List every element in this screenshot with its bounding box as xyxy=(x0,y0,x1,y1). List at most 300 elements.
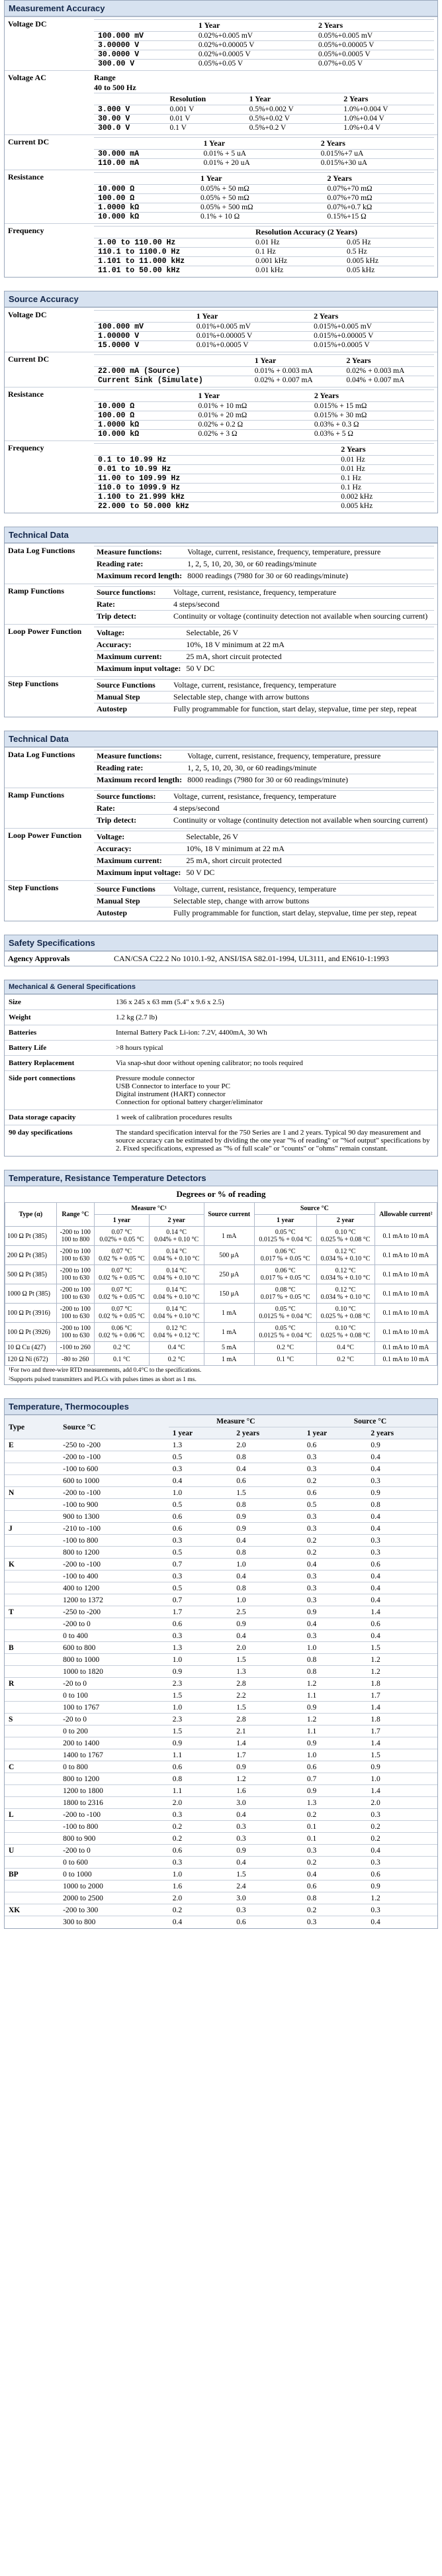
group-label: Voltage AC xyxy=(5,71,91,135)
general-key: Weight xyxy=(5,1010,112,1025)
spec-row xyxy=(94,41,434,50)
tc-cell: 0.9 xyxy=(303,1702,367,1714)
kv-value: Fully programmable for function, start delay, stepvalue, time per step, repeat xyxy=(171,907,434,919)
tc-cell: 0.3 xyxy=(303,1582,367,1594)
spec-row xyxy=(94,60,434,69)
kv-row xyxy=(94,774,434,786)
spec-range: 100.000 mV xyxy=(94,323,193,332)
tc-cell: 0.5 xyxy=(169,1451,232,1463)
tc-cell: -210 to -100 xyxy=(59,1523,169,1535)
spec-row xyxy=(94,203,434,213)
tc-cell: 1.5 xyxy=(232,1869,303,1880)
spec-range: 30.000 mA xyxy=(94,150,199,159)
rtd-footnote: ²Supports pulsed transmitters and PLCs with pulses times as short as 1 ms. xyxy=(9,1376,197,1383)
tc-cell: 0.7 xyxy=(169,1594,232,1606)
tc-type xyxy=(5,1821,59,1833)
tc-row xyxy=(5,1487,437,1499)
tc-cell: 1.6 xyxy=(169,1880,232,1892)
tc-cell: 0.4 xyxy=(367,1582,437,1594)
group-values xyxy=(91,748,437,788)
rtd-header: Allowable current² xyxy=(375,1203,437,1227)
kv-row xyxy=(94,611,434,623)
tc-cell: -250 to -200 xyxy=(59,1439,169,1451)
rtd-cell: 250 μA xyxy=(204,1265,254,1284)
kv-value: Selectable, 26 V xyxy=(183,627,434,639)
spec-subheader: 2 Years xyxy=(310,311,434,323)
tc-cell: 1.2 xyxy=(367,1666,437,1678)
tc-cell: 1.0 xyxy=(367,1773,437,1785)
rtd-header: Type (α) xyxy=(5,1203,57,1227)
general-value: Pressure module connector USB Connector to interface to your PC Digital instrument (HART) connector Connection for optional battery charger/eliminator xyxy=(112,1071,437,1110)
kv-row xyxy=(94,663,434,675)
tc-cell: 1.8 xyxy=(367,1714,437,1726)
kv-key: Autostep xyxy=(94,907,171,919)
spec-subheader-blank xyxy=(94,390,194,402)
tc-subheader: 1 year xyxy=(169,1427,232,1439)
rtd-cell: 0.07 °C 0.02 % + 0.05 °C xyxy=(95,1265,150,1284)
kv-value: Selectable, 26 V xyxy=(183,831,434,843)
kv-key: Source functions: xyxy=(94,791,171,803)
tc-cell: 0.9 xyxy=(303,1606,367,1618)
spec-subtable xyxy=(94,93,434,132)
rtd-cell: 0.05 °C 0.0125 % + 0.04 °C xyxy=(254,1323,316,1342)
tc-cell: 2.4 xyxy=(232,1880,303,1892)
spec-range: Current Sink (Simulate) xyxy=(94,376,251,386)
safety-label: Agency Approvals xyxy=(5,952,111,966)
group-values xyxy=(91,224,437,278)
tc-cell: 0.2 xyxy=(303,1535,367,1547)
tc-cell: 0.4 xyxy=(367,1451,437,1463)
spec-value: 0.01%+0.005 mV xyxy=(193,323,310,332)
rtd-subheader: 1 year xyxy=(95,1215,150,1227)
kv-key: Autostep xyxy=(94,703,171,715)
tc-cell: 1.3 xyxy=(169,1439,232,1451)
tc-cell: 0.4 xyxy=(367,1511,437,1523)
spec-subheader: 1 Year xyxy=(195,20,314,32)
tc-cell: 0.5 xyxy=(303,1499,367,1511)
general-value: The standard specification interval for the 750 Series are 1 and 2 years. Typical 90 day measurement and source accuracy can be estimated by dividing the one year "% of reading" or "%of output" specifications by 2. Fixed specifications, expressed as "% of full scale" or "counts" or "ohms" remain constant. xyxy=(112,1125,437,1157)
tc-cell: 2.8 xyxy=(232,1714,303,1726)
spec-value: 0.05%+0.05 V xyxy=(195,60,314,69)
section-title: Measurement Accuracy xyxy=(5,1,437,17)
kv-row xyxy=(94,843,434,855)
tc-cell: 0.3 xyxy=(303,1594,367,1606)
rtd-cell: 0.2 °C xyxy=(316,1354,375,1366)
spec-range: 3.000 V xyxy=(94,105,166,115)
spec-value: 0.01 V xyxy=(166,115,245,124)
kv-value: 10%, 18 V minimum at 22 mA xyxy=(183,843,434,855)
tc-cell: 0.5 xyxy=(169,1499,232,1511)
tc-cell: -200 to -100 xyxy=(59,1559,169,1571)
spec-range: 10.000 kΩ xyxy=(94,430,194,439)
tc-cell: 0.8 xyxy=(303,1654,367,1666)
tc-cell: -200 to 300 xyxy=(59,1904,169,1916)
tc-type xyxy=(5,1857,59,1869)
group-label: Loop Power Function xyxy=(5,829,91,881)
spec-value: 0.04% + 0.007 mA xyxy=(342,376,434,386)
rtd-cell: 0.4 °C xyxy=(149,1342,204,1354)
spec-subheader-row xyxy=(94,20,434,32)
spec-value: 0.02% + 0.003 mA xyxy=(342,367,434,376)
kv-key: Accuracy: xyxy=(94,639,183,651)
accuracy-group xyxy=(5,308,437,352)
group-values xyxy=(91,352,437,387)
spec-row xyxy=(94,185,434,194)
tc-row xyxy=(5,1666,437,1678)
tc-cell: 2.0 xyxy=(232,1642,303,1654)
tc-cell: 1.1 xyxy=(169,1749,232,1761)
tc-cell: 2.3 xyxy=(169,1714,232,1726)
kv-table xyxy=(94,679,434,715)
spec-row xyxy=(94,248,434,257)
kv-value: 1, 2, 5, 10, 20, 30, or 60 readings/minute xyxy=(185,762,434,774)
tc-cell: -100 to 800 xyxy=(59,1535,169,1547)
general-key: Battery Replacement xyxy=(5,1056,112,1071)
tc-cell: 0.3 xyxy=(367,1475,437,1487)
spec-value: 0.15%+15 Ω xyxy=(324,213,434,222)
spec-range: 10.000 Ω xyxy=(94,402,194,411)
tc-cell: 0.8 xyxy=(169,1773,232,1785)
tc-cell: 2.0 xyxy=(232,1439,303,1451)
accuracy-group xyxy=(5,224,437,278)
tc-row xyxy=(5,1594,437,1606)
rtd-header: Measure °C¹ xyxy=(95,1203,204,1215)
rtd-table xyxy=(5,1202,437,1366)
spec-row xyxy=(94,194,434,203)
kv-row xyxy=(94,546,434,558)
tc-cell: 0.2 xyxy=(303,1904,367,1916)
spec-value: 0.01 Hz xyxy=(337,465,434,474)
kv-row xyxy=(94,855,434,867)
rtd-cell: 0.07 °C 0.02 % + 0.05 °C xyxy=(95,1284,150,1304)
tc-cell: 0 to 600 xyxy=(59,1857,169,1869)
spec-row xyxy=(94,493,434,502)
section-title: Safety Specifications xyxy=(5,935,437,951)
tc-cell: 2.0 xyxy=(169,1892,232,1904)
accuracy-group xyxy=(5,17,437,71)
tc-type xyxy=(5,1749,59,1761)
rtd-cell: 0.12 °C 0.034 % + 0.10 °C xyxy=(316,1246,375,1265)
tc-cell: 0.4 xyxy=(303,1869,367,1880)
kv-value: Voltage, current, resistance, frequency, temperature, pressure xyxy=(185,750,434,762)
kv-value: Continuity or voltage (continuity detection not available when sourcing current) xyxy=(171,611,434,623)
kv-key: Maximum current: xyxy=(94,651,183,663)
tc-cell: 2000 to 2500 xyxy=(59,1892,169,1904)
tc-cell: 1.4 xyxy=(232,1737,303,1749)
tc-row xyxy=(5,1857,437,1869)
spec-subtable xyxy=(94,310,434,350)
section-title: Source Accuracy xyxy=(5,291,437,307)
tc-subheader: 2 years xyxy=(232,1427,303,1439)
kv-value: Voltage, current, resistance, frequency, temperature xyxy=(171,884,434,896)
tc-cell: 0 to 1000 xyxy=(59,1869,169,1880)
tc-cell: 1200 to 1800 xyxy=(59,1785,169,1797)
spec-range: 1.101 to 11.000 kHz xyxy=(94,257,251,266)
tc-type xyxy=(5,1737,59,1749)
kv-row xyxy=(94,651,434,663)
group-label: Data Log Functions xyxy=(5,544,91,584)
tc-row xyxy=(5,1821,437,1833)
spec-range: 11.01 to 50.00 kHz xyxy=(94,266,251,276)
spec-value: 0.1 V xyxy=(166,124,245,133)
kv-key: Reading rate: xyxy=(94,558,185,570)
spec-subtable xyxy=(94,354,434,385)
rtd-cell: 0.1 mA to 10 mA xyxy=(375,1246,437,1265)
tc-row xyxy=(5,1809,437,1821)
safety-row xyxy=(5,952,437,966)
tc-cell: 1.8 xyxy=(367,1678,437,1690)
spec-subtable xyxy=(94,443,434,511)
spec-subheader-blank xyxy=(94,355,251,367)
spec-value: 0.1 Hz xyxy=(337,474,434,484)
tc-row xyxy=(5,1630,437,1642)
spec-range: 10.000 Ω xyxy=(94,185,197,194)
tc-cell: 0.4 xyxy=(303,1559,367,1571)
tc-row xyxy=(5,1475,437,1487)
tc-cell: 0.9 xyxy=(169,1666,232,1678)
tc-cell: 2.3 xyxy=(169,1678,232,1690)
tc-cell: 0.3 xyxy=(367,1857,437,1869)
spec-range: 10.000 kΩ xyxy=(94,213,197,222)
spec-subheader: 2 Years xyxy=(339,93,434,105)
tc-type xyxy=(5,1785,59,1797)
spec-subheader-blank xyxy=(94,311,193,323)
group-values xyxy=(91,788,437,829)
section-title: Technical Data xyxy=(5,527,437,543)
rtd-row xyxy=(5,1304,437,1323)
group-label: Frequency xyxy=(5,441,91,513)
group-values xyxy=(91,387,437,441)
spec-subheader: 2 Years xyxy=(342,355,434,367)
group-label: Current DC xyxy=(5,352,91,387)
spec-range: 300.0 V xyxy=(94,124,166,133)
kv-table xyxy=(94,586,434,622)
rtd-footnote: ¹For two and three-wire RTD measurements, add 0.4°C to the specifications. xyxy=(9,1367,202,1374)
spec-range: 1.00000 V xyxy=(94,332,193,341)
kv-value: Selectable step, change with arrow buttons xyxy=(171,692,434,703)
spec-row xyxy=(94,159,434,168)
spec-value: 0.02% + 0.007 mA xyxy=(251,376,343,386)
tc-cell: 800 to 1200 xyxy=(59,1773,169,1785)
tc-cell: 1.0 xyxy=(169,1487,232,1499)
accuracy-table xyxy=(5,307,437,513)
tc-type xyxy=(5,1618,59,1630)
tc-type xyxy=(5,1463,59,1475)
kv-key: Measure functions: xyxy=(94,546,185,558)
spec-row xyxy=(94,32,434,41)
technical-data-section xyxy=(4,527,438,717)
group-label: Voltage DC xyxy=(5,17,91,71)
technical-group xyxy=(5,829,437,881)
group-label: Step Functions xyxy=(5,881,91,921)
spec-value: 1.0%+0.4 V xyxy=(339,124,434,133)
spec-value: 0.02% + 0.2 Ω xyxy=(194,421,310,430)
tc-type xyxy=(5,1666,59,1678)
tc-cell: 0 to 800 xyxy=(59,1761,169,1773)
spec-row xyxy=(94,402,434,411)
kv-row xyxy=(94,680,434,692)
general-row xyxy=(5,1010,437,1025)
tc-row xyxy=(5,1451,437,1463)
technical-data-section xyxy=(4,731,438,921)
tc-type: S xyxy=(5,1714,59,1726)
rtd-cell: 0.14 °C 0.04 % + 0.10 °C xyxy=(149,1304,204,1323)
tc-header: Source °C xyxy=(303,1416,437,1427)
spec-value: 0.01% + 20 uA xyxy=(199,159,316,168)
spec-value: 0.02%+0.005 mV xyxy=(195,32,314,41)
technical-table xyxy=(5,747,437,921)
rtd-cell: 0.12 °C 0.034 % + 0.10 °C xyxy=(316,1265,375,1284)
tc-cell: -200 to 0 xyxy=(59,1618,169,1630)
spec-value: 0.002 kHz xyxy=(337,493,434,502)
tc-cell: 0.2 xyxy=(169,1821,232,1833)
tc-cell: 0.3 xyxy=(367,1547,437,1559)
kv-row xyxy=(94,831,434,843)
tc-cell: -100 to 900 xyxy=(59,1499,169,1511)
measurement-accuracy-section xyxy=(4,0,438,278)
spec-range: 30.00 V xyxy=(94,115,166,124)
spec-row xyxy=(94,257,434,266)
spec-value: 0.001 kHz xyxy=(251,257,343,266)
section-title: Mechanical & General Specifications xyxy=(5,980,437,994)
tc-cell: 0.3 xyxy=(169,1463,232,1475)
tc-cell: 0.8 xyxy=(232,1499,303,1511)
tc-cell: 1.4 xyxy=(367,1606,437,1618)
safety-section xyxy=(4,935,438,966)
kv-key: Manual Step xyxy=(94,896,171,907)
tc-subheader: 1 year xyxy=(303,1427,367,1439)
tc-cell: 1.0 xyxy=(303,1642,367,1654)
tc-cell: 0.6 xyxy=(367,1618,437,1630)
rtd-cell: 0.07 °C 0.02 % + 0.05 °C xyxy=(95,1246,150,1265)
tc-cell: 0.3 xyxy=(303,1571,367,1582)
tc-cell: 0.6 xyxy=(169,1511,232,1523)
rtd-cell: 500 Ω Pt (385) xyxy=(5,1265,57,1284)
rtd-cell: 0.1 mA to 10 mA xyxy=(375,1284,437,1304)
tc-cell: 0.8 xyxy=(367,1499,437,1511)
rtd-cell: 0.1 mA to 10 mA xyxy=(375,1304,437,1323)
kv-table xyxy=(94,790,434,826)
general-row xyxy=(5,995,437,1010)
tc-subheader: 2 years xyxy=(367,1427,437,1439)
kv-value: Voltage, current, resistance, frequency, temperature xyxy=(171,791,434,803)
group-label: Ramp Functions xyxy=(5,584,91,625)
tc-row xyxy=(5,1618,437,1630)
tc-cell: 1.6 xyxy=(232,1785,303,1797)
tc-cell: 0.4 xyxy=(303,1618,367,1630)
tc-cell: 0.3 xyxy=(303,1845,367,1857)
kv-key: Maximum input voltage: xyxy=(94,867,183,879)
rtd-cell: 0.1 mA to 10 mA xyxy=(375,1342,437,1354)
group-values xyxy=(91,71,437,135)
spec-subheader-blank xyxy=(94,444,337,456)
tc-cell: 0.3 xyxy=(303,1451,367,1463)
spec-subheader: 1 Year xyxy=(194,390,310,402)
rtd-cell: 120 Ω Ni (672) xyxy=(5,1354,57,1366)
spec-value: 0.01% + 20 mΩ xyxy=(194,411,310,421)
general-value: >8 hours typical xyxy=(112,1041,437,1056)
tc-type: B xyxy=(5,1642,59,1654)
spec-row xyxy=(94,474,434,484)
tc-cell: 0.6 xyxy=(303,1880,367,1892)
tc-type xyxy=(5,1880,59,1892)
tc-cell: 1.5 xyxy=(169,1690,232,1702)
spec-value: 0.005 kHz xyxy=(343,257,434,266)
group-values xyxy=(91,677,437,717)
tc-cell: 0.9 xyxy=(367,1487,437,1499)
rtd-cell: -200 to 100 100 to 630 xyxy=(56,1284,94,1304)
spec-value: 0.015%+7 uA xyxy=(317,150,434,159)
tc-cell: 1.1 xyxy=(169,1785,232,1797)
rtd-header-row xyxy=(5,1203,437,1215)
spec-range: 0.01 to 10.99 Hz xyxy=(94,465,337,474)
kv-key: Source Functions xyxy=(94,680,171,692)
kv-row xyxy=(94,703,434,715)
spec-range: 110.0 to 1099.9 Hz xyxy=(94,484,337,493)
spec-subheader: 1 Year xyxy=(197,173,324,185)
rtd-cell: 0.08 °C 0.017 % + 0.05 °C xyxy=(254,1284,316,1304)
rtd-cell: 0.12 °C 0.034 % + 0.10 °C xyxy=(316,1284,375,1304)
tc-row xyxy=(5,1582,437,1594)
general-row xyxy=(5,1025,437,1041)
tc-type: U xyxy=(5,1845,59,1857)
spec-value: 0.07%+70 mΩ xyxy=(324,185,434,194)
kv-row xyxy=(94,803,434,815)
tc-cell: 100 to 1767 xyxy=(59,1702,169,1714)
group-values xyxy=(91,441,437,513)
spec-row xyxy=(94,266,434,276)
tc-cell: 2.8 xyxy=(232,1678,303,1690)
kv-row xyxy=(94,896,434,907)
rtd-cell: 0.10 °C 0.025 % + 0.08 °C xyxy=(316,1323,375,1342)
rtd-cell: 100 Ω Pt (385) xyxy=(5,1227,57,1246)
tc-cell: 0.9 xyxy=(367,1880,437,1892)
spec-subheader-blank xyxy=(94,227,251,238)
tc-cell: 0.3 xyxy=(169,1630,232,1642)
tc-cell: 0.5 xyxy=(169,1582,232,1594)
spec-value: 0.01 Hz xyxy=(251,238,343,248)
accuracy-group xyxy=(5,135,437,170)
tc-cell: 1.0 xyxy=(303,1749,367,1761)
tc-cell: 900 to 1300 xyxy=(59,1511,169,1523)
tc-row xyxy=(5,1535,437,1547)
spec-row xyxy=(94,150,434,159)
tc-cell: 1200 to 1372 xyxy=(59,1594,169,1606)
tc-cell: -100 to 800 xyxy=(59,1821,169,1833)
tc-cell: 0.6 xyxy=(367,1559,437,1571)
tc-type: R xyxy=(5,1678,59,1690)
rtd-subheader: 1 year xyxy=(254,1215,316,1227)
spec-row xyxy=(94,50,434,60)
spec-range: 0.1 to 10.99 Hz xyxy=(94,456,337,465)
spec-range: 3.00000 V xyxy=(94,41,195,50)
tc-type xyxy=(5,1654,59,1666)
kv-key: Rate: xyxy=(94,803,171,815)
tc-header-row xyxy=(5,1416,437,1427)
kv-key: Trip detect: xyxy=(94,611,171,623)
spec-value: 0.01 kHz xyxy=(251,266,343,276)
tc-cell: 0 to 200 xyxy=(59,1726,169,1737)
spec-subheader: 2 Years xyxy=(337,444,434,456)
tc-row xyxy=(5,1785,437,1797)
tc-cell: 0.9 xyxy=(367,1439,437,1451)
tc-cell: 0.3 xyxy=(232,1904,303,1916)
spec-subheader: 1 Year xyxy=(245,93,340,105)
tc-cell: 0.3 xyxy=(232,1821,303,1833)
tc-cell: 0.4 xyxy=(232,1571,303,1582)
tc-cell: 0.2 xyxy=(367,1833,437,1845)
tc-row xyxy=(5,1761,437,1773)
